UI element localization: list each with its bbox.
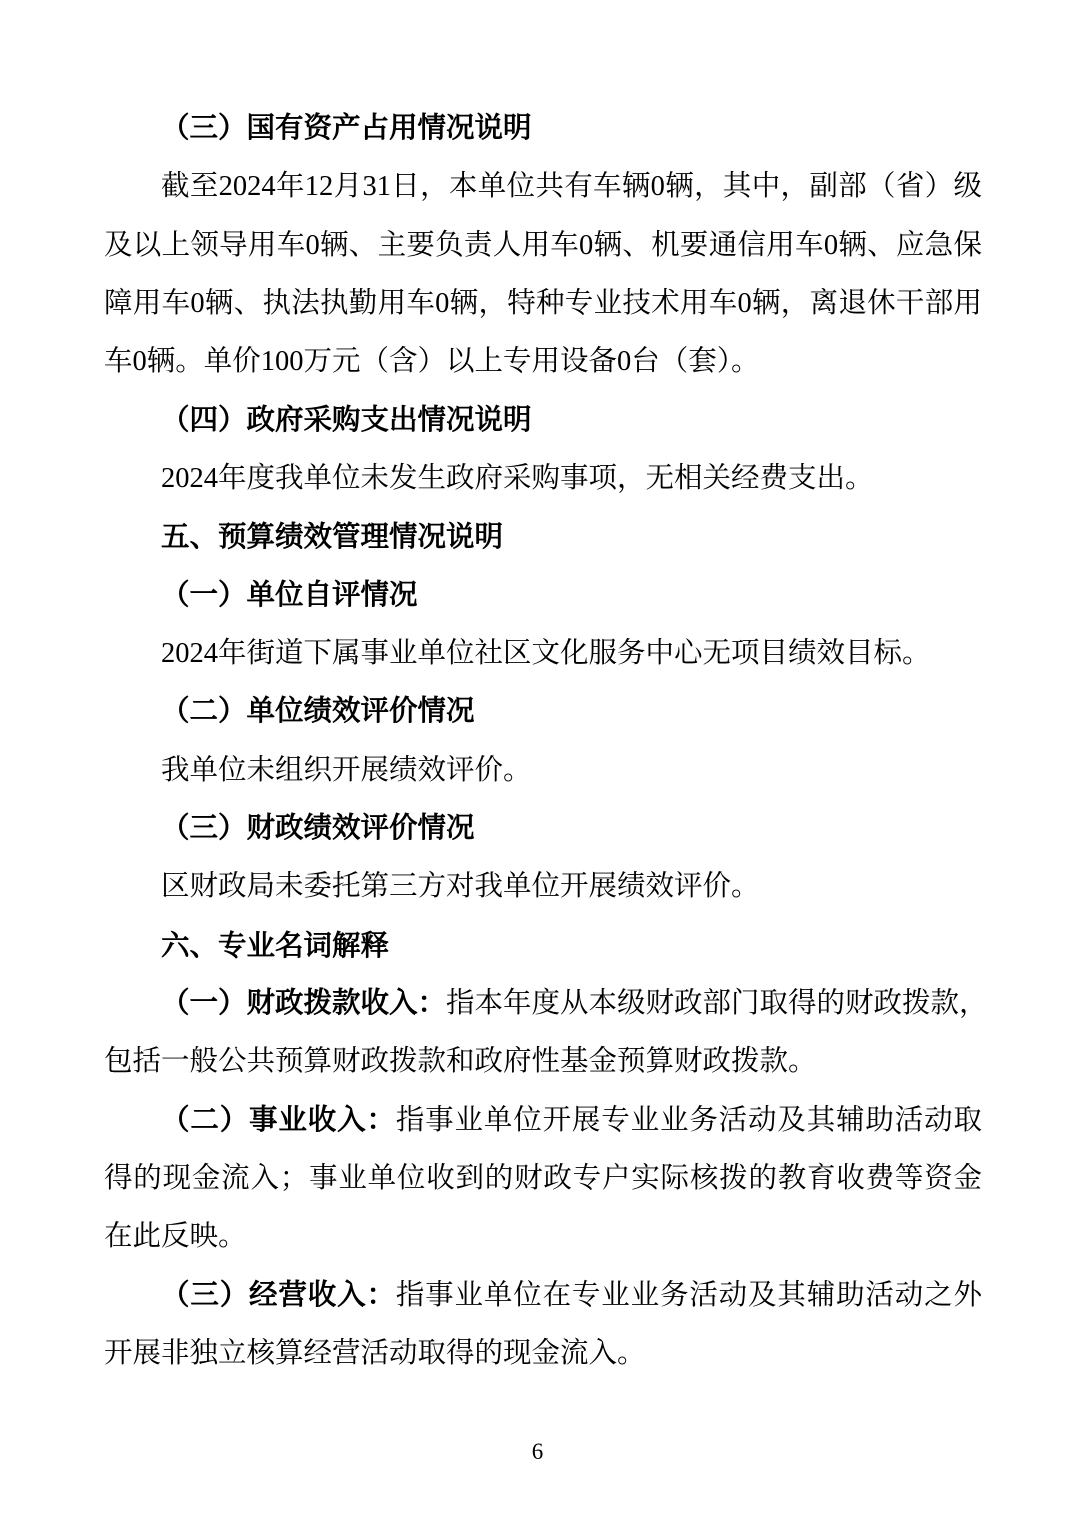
heading-line: （三）财政绩效评价情况 [161,812,475,844]
heading-line: （三）国有资产占用情况说明 [161,113,532,144]
text-line: （三）经营收入：指事业单位在专业业务活动及其辅助活动之外 [161,1279,982,1311]
text-line: （二）事业收入：指事业单位开展专业业务活动及其辅助活动取 [161,1104,982,1136]
text-line: 开展非独立核算经营活动取得的现金流入。 [104,1337,646,1369]
heading-line: 六、专业名词解释 [161,929,390,962]
page-number: 6 [531,1439,544,1464]
term-label: （二）事业收入： [161,1104,396,1136]
text-line: 在此反映。 [104,1221,247,1253]
document-body [104,100,988,1383]
text-line: 2024年街道下属事业单位社区文化服务中心无项目绩效目标。 [161,637,931,669]
text-line: 及以上领导用车0辆、主要负责人用车0辆、机要通信用车0辆、应急保 [104,229,982,261]
text-line: 我单位未组织开展绩效评价。 [161,754,532,786]
text-line: （一）财政拨款收入：指本年度从本级财政部门取得的财政拨款， [161,987,988,1019]
text-line: 障用车0辆、执法执勤用车0辆，特种专业技术用车0辆，离退休干部用 [104,287,982,319]
text-line: 区财政局未委托第三方对我单位开展绩效评价。 [161,871,760,903]
term-label: （三）经营收入： [161,1279,396,1311]
heading-line: （一）单位自评情况 [161,579,418,611]
text-line: 2024年度我单位未发生政府采购事项，无相关经费支出。 [161,462,874,494]
text-line: 车0辆。单价100万元（含）以上专用设备0台（套）。 [104,346,760,378]
heading-line: （四）政府采购支出情况说明 [161,404,532,436]
heading-line: （二）单位绩效评价情况 [161,696,475,728]
heading-line: 五、预算绩效管理情况说明 [161,521,504,554]
text-line: 截至2024年12月31日，本单位共有车辆0辆，其中，副部（省）级 [161,171,982,203]
text-line: 得的现金流入；事业单位收到的财政专户实际核拨的教育收费等资金 [104,1162,982,1194]
term-label: （一）财政拨款收入： [161,987,447,1019]
text-line: 包括一般公共预算财政拨款和政府性基金预算财政拨款。 [104,1046,817,1078]
